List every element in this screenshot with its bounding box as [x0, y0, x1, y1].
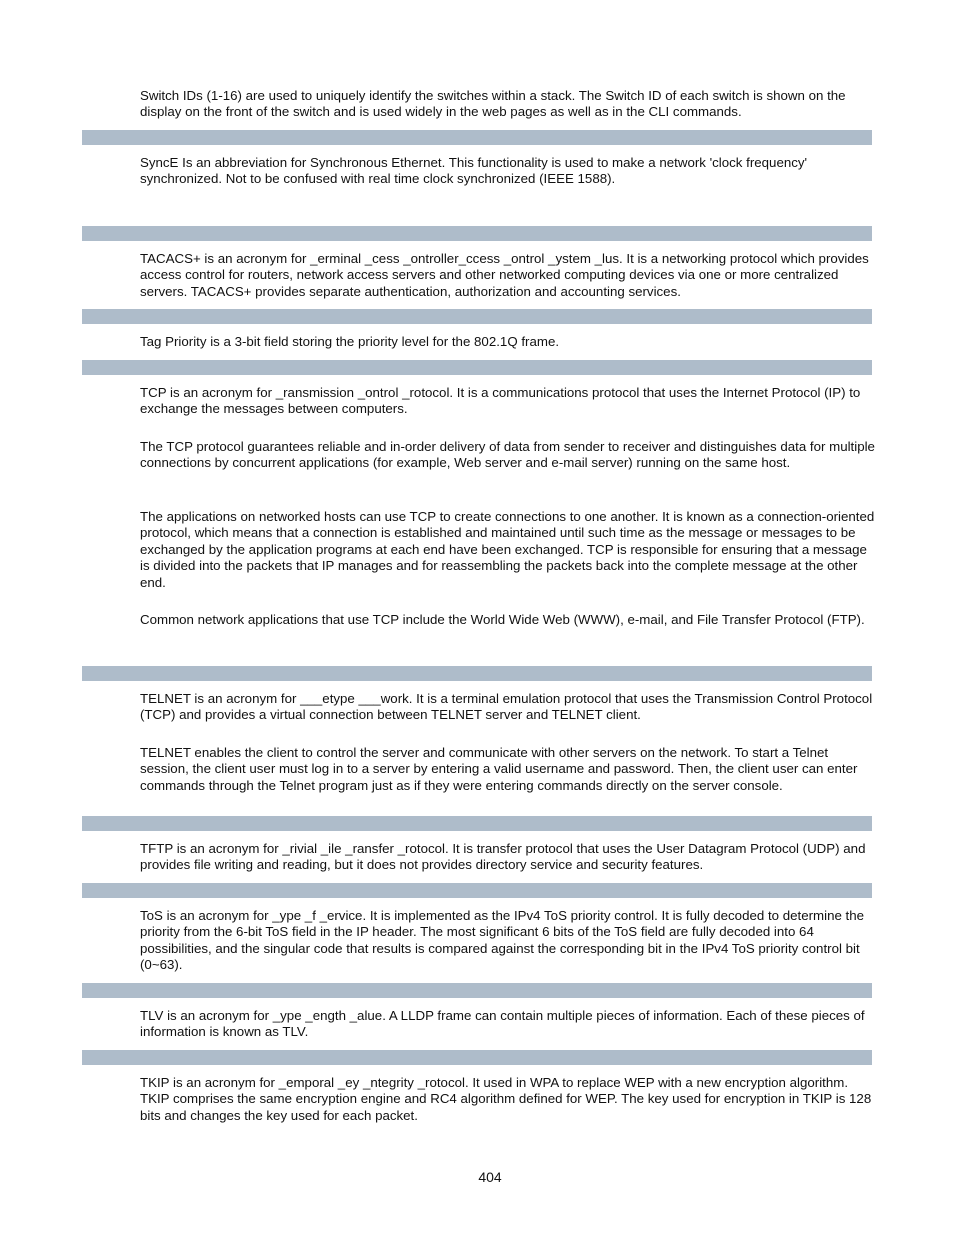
- switch-id-paragraph: Switch IDs (1-16) are used to uniquely identify the switches within a stack. The Switch ID of each switch is shown on the display on the front of the switch and is used widely in the web pages as well as in the CLI commands.: [140, 88, 846, 120]
- page-number: 404: [478, 1169, 502, 1185]
- tcp-paragraph-2: The TCP protocol guarantees reliable and in-order delivery of data from sender to receiver and distinguishes data for multiple connections by concurrent applications (for example, Web server and e-mail server) running on the same host.: [140, 439, 875, 471]
- tcp-paragraph-4: Common network applications that use TCP include the World Wide Web (WWW), e-mail, and File Transfer Protocol (FTP).: [140, 612, 865, 627]
- tacacs-paragraph: TACACS+ is an acronym for _erminal _cess _ontroller_ccess _ontrol _ystem _lus. It is a networking protocol which provides access control for routers, network access servers and other networked computing devices via one or more centralized servers. TACACS+ provides separate authentication, authorization and accounting services.: [140, 251, 869, 299]
- tag-priority-heading-bar: [82, 309, 872, 324]
- tcp-paragraph-3: The applications on networked hosts can use TCP to create connections to one another. It is known as a connection-oriented protocol, which means that a connection is established and maintained until such time as the message or messages to be exchanged by the application programs at each end have been exchanged. TCP is responsible for ensuring that a message is divided into the packets that IP manages and for reassembling the packets back into the complete message at the other end.: [140, 509, 875, 590]
- synce-heading-bar: [82, 130, 872, 145]
- tkip-heading-bar: [82, 1050, 872, 1065]
- synce-paragraph: SyncE Is an abbreviation for Synchronous Ethernet. This functionality is used to make a network 'clock frequency' synchronized. Not to be confused with real time clock synchronized (IEEE 1588).: [140, 155, 808, 187]
- tacacs-heading-bar: [82, 226, 872, 241]
- telnet-heading-bar: [82, 666, 872, 681]
- telnet-paragraph-2: TELNET enables the client to control the server and communicate with other servers on the network. To start a Telnet session, the client user must log in to a server by entering a valid username and password. Then, the client user can enter commands through the Telnet program just as if they were entering commands directly on the server console.: [140, 745, 858, 793]
- tos-paragraph: ToS is an acronym for _ype _f _ervice. It is implemented as the IPv4 ToS priority control. It is fully decoded to determine the priority from the 6-bit ToS field in the IP header. The most significant 6 bits of the ToS field are fully decoded into 64 possibilities, and the singular code that results is compared against the corresponding bit in the IPv4 ToS priority control bit (0~63).: [140, 908, 865, 973]
- tos-heading-bar: [82, 883, 872, 898]
- tkip-paragraph: TKIP is an acronym for _emporal _ey _ntegrity _rotocol. It used in WPA to replace WEP with a new encryption algorithm. TKIP comprises the same encryption engine and RC4 algorithm defined for WEP. The key used for encryption in TKIP is 128 bits and changes the key used for each packet.: [140, 1075, 872, 1123]
- tcp-paragraph-1: TCP is an acronym for _ransmission _ontrol _rotocol. It is a communications protocol that uses the Internet Protocol (IP) to exchange the messages between computers.: [140, 385, 861, 417]
- tcp-heading-bar: [82, 360, 872, 375]
- tftp-paragraph: TFTP is an acronym for _rivial _ile _ransfer _rotocol. It is transfer protocol that uses the User Datagram Protocol (UDP) and provides file writing and reading, but it does not provides directory service and security features.: [140, 841, 866, 873]
- tag-priority-paragraph: Tag Priority is a 3-bit field storing the priority level for the 802.1Q frame.: [140, 334, 560, 349]
- tlv-paragraph: TLV is an acronym for _ype _ength _alue. A LLDP frame can contain multiple pieces of information. Each of these pieces of information is known as TLV.: [140, 1008, 865, 1040]
- tlv-heading-bar: [82, 983, 872, 998]
- tftp-heading-bar: [82, 816, 872, 831]
- telnet-paragraph-1: TELNET is an acronym for ___etype ___work. It is a terminal emulation protocol that uses the Transmission Control Protocol (TCP) and provides a virtual connection between TELNET server and TELNET client.: [140, 691, 873, 723]
